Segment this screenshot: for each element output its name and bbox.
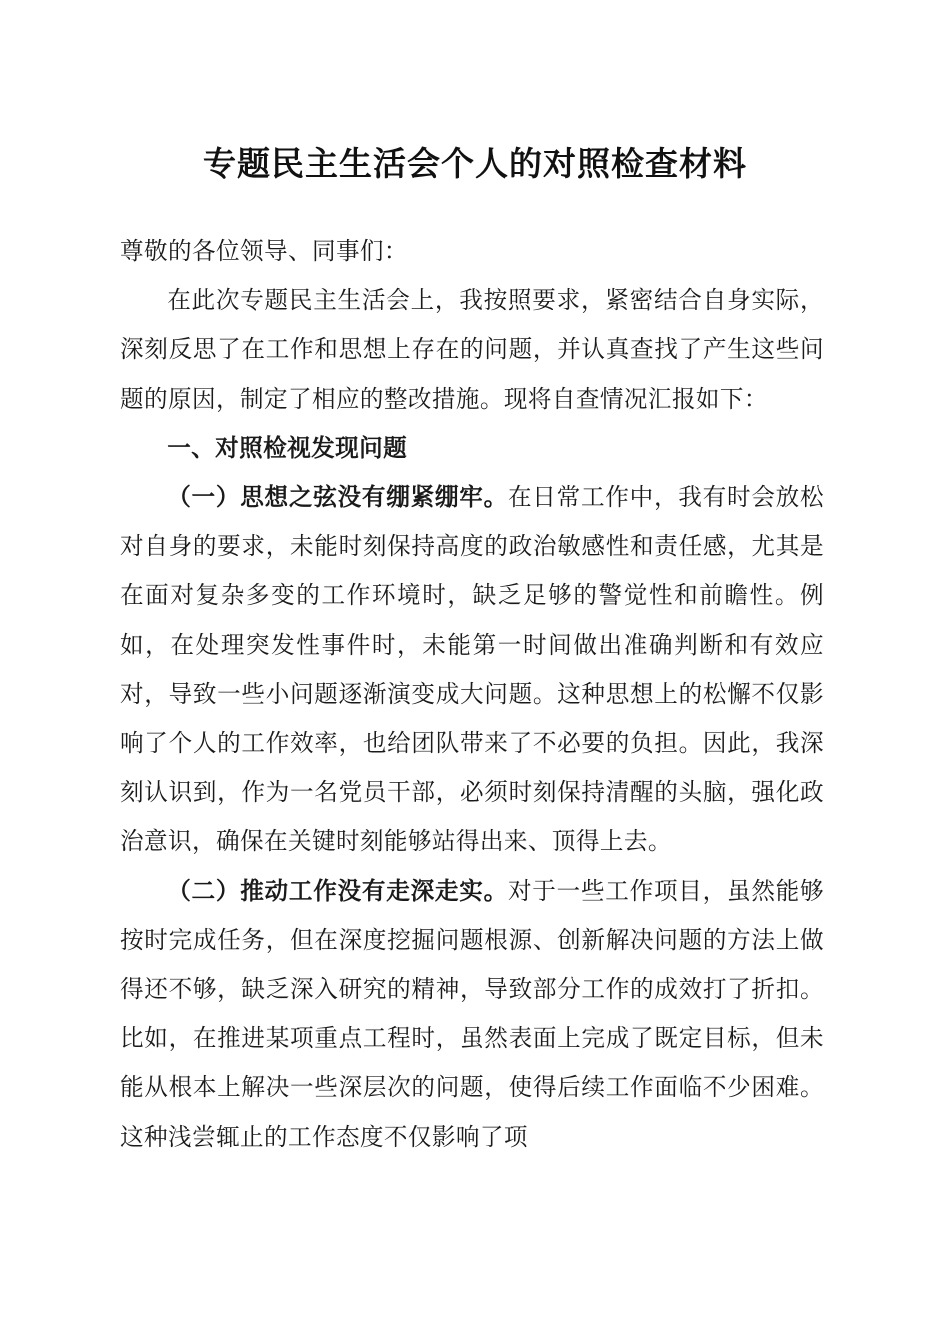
item-label-2: （二）推动工作没有走深走实。	[167, 876, 508, 905]
document-title: 专题民主生活会个人的对照检查材料	[203, 144, 747, 183]
document-body	[120, 227, 824, 1162]
item-paragraph-1	[120, 473, 824, 867]
section-heading: 一、对照检视发现问题	[167, 433, 408, 462]
item-paragraph-2	[120, 867, 824, 1162]
intro-paragraph: 在此次专题民主生活会上，我按照要求，紧密结合自身实际，深刻反思了在工作和思想上存在的问题，并认真查找了产生这些问题的原因，制定了相应的整改措施。现将自查情况汇报如下：	[120, 286, 824, 413]
item-label-1: （一）思想之弦没有绷紧绷牢。	[167, 483, 508, 512]
item-text-2: 对于一些工作项目，虽然能够按时完成任务，但在深度挖掘问题根源、创新解决问题的方法上做得还不够，缺乏深入研究的精神，导致部分工作的成效打了折扣。比如，在推进某项重点工程时，虽然表面上完成了既定目标，但未能从根本上解决一些深层次的问题，使得后续工作面临不少困难。这种浅尝辄止的工作态度不仅影响了项	[120, 876, 824, 1151]
item-text-1: 在日常工作中，我有时会放松对自身的要求，未能时刻保持高度的政治敏感性和责任感，尤其是在面对复杂多变的工作环境时，缺乏足够的警觉性和前瞻性。例如，在处理突发性事件时，未能第一时间做出准确判断和有效应对，导致一些小问题逐渐演变成大问题。这种思想上的松懈不仅影响了个人的工作效率，也给团队带来了不必要的负担。因此，我深刻认识到，作为一名党员干部，必须时刻保持清醒的头脑，强化政治意识，确保在关键时刻能够站得出来、顶得上去。	[120, 483, 824, 856]
salutation: 尊敬的各位领导、同事们：	[120, 237, 408, 265]
